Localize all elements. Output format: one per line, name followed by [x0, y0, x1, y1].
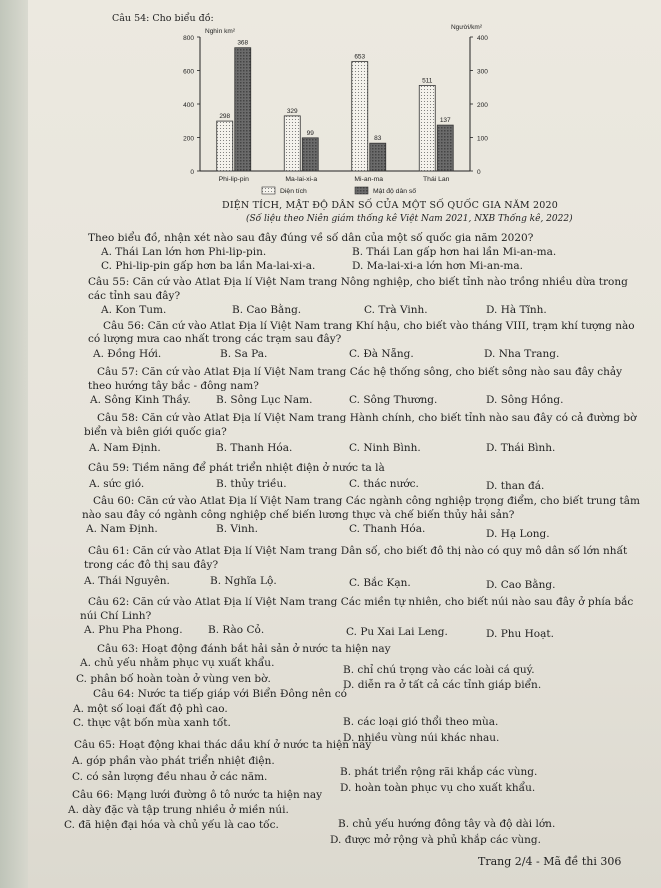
- left-tick-label: 200: [183, 135, 194, 143]
- q56-option-b: B. Sa Pa.: [220, 348, 268, 360]
- question-63-line1: Câu 63: Hoạt động đánh bắt hải sản ở nước ta hiện nay: [97, 643, 391, 655]
- q59-option-c: C. thác nước.: [349, 478, 419, 490]
- question-60-line2: nào sau đây có ngành công nghiệp chế biến lương thực và chế biến thủy hải sản?: [82, 509, 515, 521]
- bar-density: [370, 143, 386, 171]
- q65-option-c: C. có sản lượng đều nhau ở các năm.: [72, 771, 268, 783]
- q56-option-a: A. Đồng Hới.: [93, 348, 162, 360]
- q60-option-d: D. Hạ Long.: [486, 528, 550, 540]
- q65-option-a: A. góp phần vào phát triển nhiệt điện.: [72, 755, 275, 767]
- question-65-line1: Câu 65: Hoạt động khai thác dầu khí ở nước ta hiện nay: [74, 739, 372, 751]
- bar-density-label: 99: [306, 129, 314, 137]
- q65-option-b: B. phát triển rộng rãi khắp các vùng.: [340, 766, 538, 778]
- q64-option-d: D. nhiều vùng núi khác nhau.: [343, 732, 500, 744]
- right-tick-label: 0: [477, 169, 481, 176]
- legend-area: Diện tích: [280, 188, 307, 195]
- q58-option-d: D. Thái Bình.: [486, 442, 556, 454]
- page-edge-shadow: [0, 0, 28, 888]
- question-54-text: Theo biểu đồ, nhận xét nào sau đây đúng về số dân của một số quốc gia năm 2020?: [88, 232, 534, 244]
- q64-option-b: B. các loại gió thổi theo mùa.: [343, 716, 499, 728]
- q66-option-d: D. được mở rộng và phủ khắp các vùng.: [330, 834, 541, 846]
- category-label: Phi-lip-pin: [218, 176, 249, 183]
- left-tick-label: 0: [190, 169, 194, 176]
- left-tick-label: 800: [183, 35, 194, 42]
- q62-option-d: D. Phu Hoạt.: [486, 628, 554, 640]
- bar-density-label: 83: [374, 135, 382, 143]
- legend-swatch-density: [355, 187, 368, 194]
- q59-option-b: B. thủy triều.: [216, 478, 287, 490]
- q63-option-a: A. chủ yếu nhằm phục vụ xuất khẩu.: [80, 657, 275, 669]
- q62-option-b: B. Rào Cỏ.: [208, 624, 265, 636]
- bar-density: [302, 138, 318, 171]
- q55-option-a: A. Kon Tum.: [101, 304, 167, 316]
- question-64-line1: Câu 64: Nước ta tiếp giáp với Biển Đông nên có: [93, 688, 347, 700]
- question-55-line1: Câu 55: Căn cứ vào Atlat Địa lí Việt Nam trang Nông nghiệp, cho biết tỉnh nào trồng nhiều dừa trong: [88, 276, 628, 288]
- q55-option-b: B. Cao Bằng.: [232, 304, 302, 316]
- q57-option-d: D. Sông Hồng.: [486, 394, 564, 406]
- q61-option-a: A. Thái Nguyên.: [84, 575, 170, 587]
- q58-option-b: B. Thanh Hóa.: [216, 442, 293, 454]
- q63-option-c: C. phân bố hoàn toàn ở vùng ven bờ.: [76, 673, 271, 685]
- q60-option-c: C. Thanh Hóa.: [349, 523, 426, 535]
- chart-subtitle: (Số liệu theo Niên giám thống kê Việt Nam 2021, NXB Thống kê, 2022): [246, 214, 573, 224]
- q56-option-c: C. Đà Nẵng.: [349, 348, 414, 360]
- chart-title: DIỆN TÍCH, MẬT ĐỘ DÂN SỐ CỦA MỘT SỐ QUỐC GIA NĂM 2020: [222, 200, 558, 211]
- bar-area: [284, 116, 300, 171]
- q58-option-a: A. Nam Định.: [89, 442, 161, 454]
- right-tick-label: 100: [477, 135, 488, 143]
- q62-option-c: C. Pu Xai Lai Leng.: [346, 626, 448, 638]
- bar-density: [235, 48, 251, 171]
- q63-option-d: D. diễn ra ở tất cả các tỉnh giáp biển.: [343, 679, 542, 691]
- q57-option-b: B. Sông Lục Nam.: [216, 394, 313, 406]
- bar-density-label: 137: [439, 117, 451, 125]
- q61-option-c: C. Bắc Kạn.: [349, 577, 411, 589]
- q54-option-b: B. Thái Lan gấp hơn hai lần Mi-an-ma.: [352, 246, 557, 258]
- right-tick-label: 400: [477, 35, 488, 42]
- bar-area: [352, 62, 368, 171]
- q54-option-c: C. Phi-lip-pin gấp hơn ba lần Ma-lai-xi-a.: [101, 260, 316, 272]
- question-61-line2: trong các đô thị sau đây?: [84, 559, 219, 571]
- left-tick-label: 400: [183, 102, 194, 109]
- question-61-line1: Câu 61: Căn cứ vào Atlat Địa lí Việt Nam trang Dân số, cho biết đô thị nào có quy mô dân số lớn nhất: [88, 545, 628, 557]
- question-57-line2: theo hướng tây bắc - đông nam?: [88, 380, 259, 392]
- q55-option-c: C. Trà Vinh.: [364, 304, 428, 316]
- right-axis-label: Người/km²: [450, 24, 482, 31]
- q56-option-d: D. Nha Trang.: [484, 348, 560, 360]
- q58-option-c: C. Ninh Bình.: [349, 442, 421, 454]
- page-footer: Trang 2/4 - Mã đề thi 306: [478, 855, 622, 868]
- left-axis-label: Nghìn km²: [205, 28, 235, 35]
- question-58-line2: biển và biên giới quốc gia?: [84, 426, 227, 438]
- question-58-line1: Câu 58: Căn cứ vào Atlat Địa lí Việt Nam trang Hành chính, cho biết tỉnh nào sau đây có cả đường bờ: [97, 412, 637, 424]
- q55-option-d: D. Hà Tĩnh.: [486, 304, 547, 316]
- category-label: Thái Lan: [423, 176, 450, 183]
- question-59-line1: Câu 59: Tiềm năng để phát triển nhiệt điện ở nước ta là: [88, 462, 385, 474]
- bar-chart: [150, 10, 510, 230]
- q57-option-c: C. Sông Thương.: [349, 394, 438, 406]
- q60-option-b: B. Vinh.: [216, 523, 259, 535]
- bar-density: [437, 125, 453, 171]
- legend-swatch-area: [262, 187, 275, 194]
- q54-option-d: D. Ma-lai-xi-a lớn hơn Mi-an-ma.: [352, 260, 523, 272]
- question-66-line1: Câu 66: Mạng lưới đường ô tô nước ta hiện nay: [72, 789, 323, 801]
- question-62-line2: núi Chí Linh?: [80, 610, 152, 622]
- q62-option-a: A. Phu Pha Phong.: [84, 624, 183, 636]
- bar-area-label: 329: [286, 107, 298, 115]
- q59-option-a: A. sức gió.: [89, 478, 145, 490]
- bar-area: [419, 85, 435, 171]
- question-62-line1: Câu 62: Căn cứ vào Atlat Địa lí Việt Nam trang Các miền tự nhiên, cho biết núi nào sau đây ở phía bắc: [88, 596, 634, 608]
- q61-option-b: B. Nghĩa Lộ.: [210, 575, 277, 587]
- question-55-line2: các tỉnh sau đây?: [88, 290, 181, 302]
- q65-option-d: D. hoàn toàn phục vụ cho xuất khẩu.: [340, 782, 536, 794]
- bar-density-label: 368: [237, 39, 249, 47]
- q57-option-a: A. Sông Kinh Thầy.: [90, 394, 191, 406]
- legend-density: Mật độ dân số: [373, 188, 417, 195]
- q66-option-a: A. dày đặc và tập trung nhiều ở miền núi.: [68, 804, 289, 816]
- bar-area-label: 653: [354, 53, 366, 61]
- question-57-line1: Câu 57: Căn cứ vào Atlat Địa lí Việt Nam trang Các hệ thống sông, cho biết sông nào sau đây chảy: [97, 366, 623, 378]
- left-tick-label: 600: [183, 68, 194, 76]
- bar-area: [217, 121, 233, 171]
- q60-option-a: A. Nam Định.: [86, 523, 158, 535]
- q61-option-d: D. Cao Bằng.: [486, 579, 556, 591]
- right-tick-label: 300: [477, 68, 488, 76]
- q66-option-c: C. đã hiện đại hóa và chủ yếu là cao tốc.: [64, 819, 279, 831]
- question-56-line2: có lượng mưa cao nhất trong các trạm sau đây?: [88, 333, 342, 345]
- q64-option-a: A. một số loại đất độ phì cao.: [73, 703, 228, 715]
- question-56-line1: Câu 56: Căn cứ vào Atlat Địa lí Việt Nam trang Khí hậu, cho biết vào tháng VIII, trạm khí tượng nào: [103, 320, 635, 332]
- category-label: Mi-an-ma: [354, 176, 384, 183]
- q64-option-c: C. thực vật bốn mùa xanh tốt.: [73, 717, 231, 729]
- q63-option-b: B. chỉ chú trọng vào các loài cá quý.: [343, 664, 535, 676]
- q59-option-d: D. than đá.: [486, 480, 545, 492]
- bar-area-label: 298: [219, 113, 231, 121]
- q66-option-b: B. chủ yếu hướng đông tây và độ dài lớn.: [338, 818, 556, 830]
- q54-option-a: A. Thái Lan lớn hơn Phi-lip-pin.: [101, 246, 267, 258]
- right-tick-label: 200: [477, 102, 488, 109]
- bar-area-label: 511: [422, 77, 433, 85]
- question-54-label: Câu 54: Cho biểu đồ:: [112, 13, 214, 24]
- category-label: Ma-lai-xi-a: [285, 176, 318, 183]
- question-60-line1: Câu 60: Căn cứ vào Atlat Địa lí Việt Nam trang Các ngành công nghiệp trọng điểm, cho biết trung tâm: [93, 495, 640, 507]
